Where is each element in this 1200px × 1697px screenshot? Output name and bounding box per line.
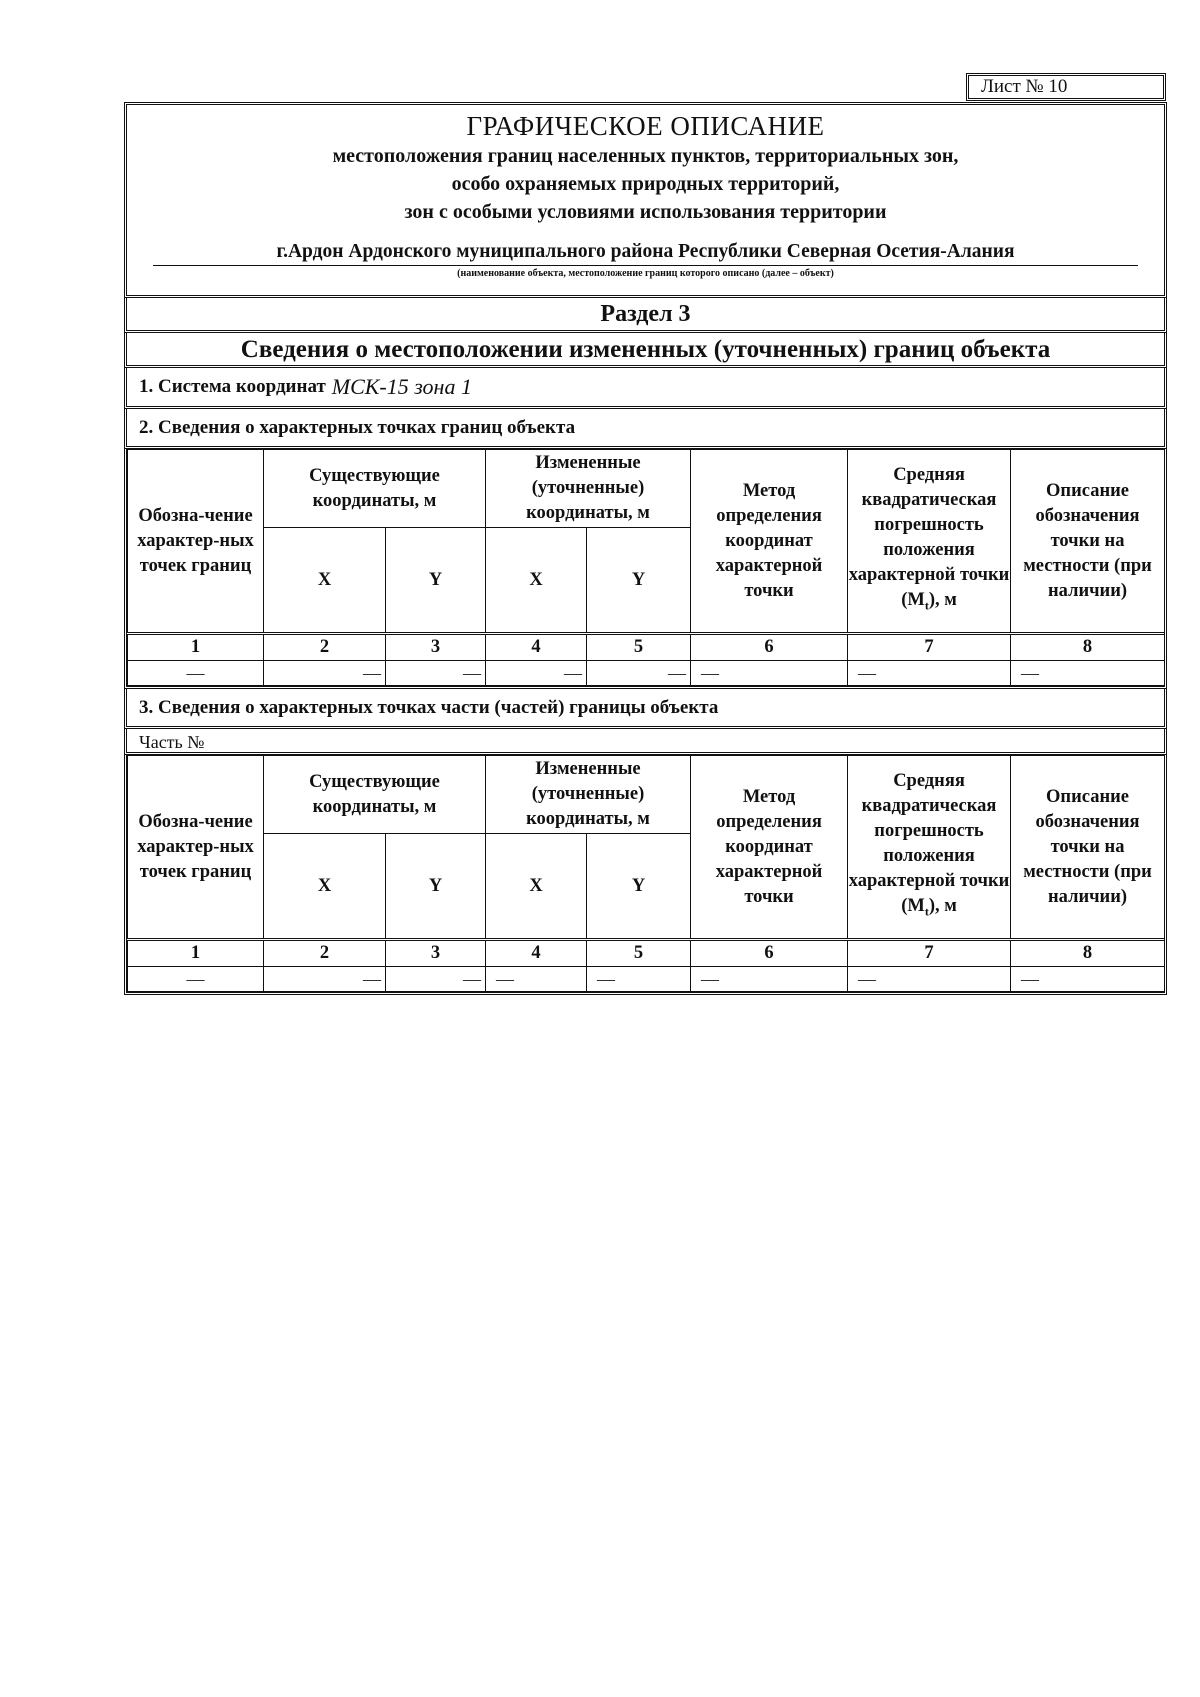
table-cell: — <box>848 661 1011 686</box>
col-method: Метод определения координат характерной точки <box>691 450 848 634</box>
col-description: Описание обозначения точки на местности (при наличии) <box>1011 450 1165 634</box>
subtitle-line-3: зон с особыми условиями использования территории <box>404 201 887 223</box>
col-changed-x: X <box>486 528 587 634</box>
col-existing-y: Y <box>386 528 486 634</box>
table-cell: — <box>386 661 486 686</box>
part-number-row: Часть № <box>124 729 1167 755</box>
coordinate-system-value: МСК-15 зона 1 <box>331 374 472 399</box>
col-error: Средняя квадратическая погрешность положения характерной точки $(M_t)$, м <box>848 450 1011 634</box>
object-caption: (наименование объекта, местоположение границ которого описано (далее – объект) <box>457 268 834 279</box>
document-title: ГРАФИЧЕСКОЕ ОПИСАНИЕ <box>466 111 825 141</box>
column-number: 1 <box>128 940 264 967</box>
column-number: 6 <box>691 940 848 967</box>
column-numbers-row <box>128 634 1165 661</box>
table-cell: — <box>486 967 587 992</box>
col-existing-x: X <box>264 528 386 634</box>
column-number: 7 <box>848 940 1011 967</box>
column-number: 8 <box>1011 940 1165 967</box>
subtitle-line-1: местоположения границ населенных пунктов, территориальных зон, <box>332 145 959 167</box>
column-number: 6 <box>691 634 848 661</box>
col-changed-y: Y <box>587 834 691 940</box>
table-cell: — <box>691 661 848 686</box>
column-number: 3 <box>386 940 486 967</box>
column-number: 2 <box>264 940 386 967</box>
table-cell: — <box>128 661 264 686</box>
table-cell: — <box>1011 967 1165 992</box>
table-cell: — <box>264 967 386 992</box>
column-number: 5 <box>587 940 691 967</box>
table-cell: — <box>486 661 587 686</box>
table-cell: — <box>587 661 691 686</box>
document-frame <box>124 102 1167 995</box>
part-points-label: 3. Сведения о характерных точках части (частей) границы объекта <box>139 696 719 718</box>
col-description: Описание обозначения точки на местности (при наличии) <box>1011 756 1165 940</box>
coordinate-system-row <box>124 368 1167 409</box>
table-row <box>128 967 1165 992</box>
section-subtitle: Сведения о местоположении измененных (уточненных) границ объекта <box>124 333 1167 368</box>
col-changed-x: X <box>486 834 587 940</box>
table-cell: — <box>587 967 691 992</box>
table-cell: — <box>691 967 848 992</box>
table-cell: — <box>264 661 386 686</box>
col-changed-coords: Измененные (уточненные) координаты, м <box>486 756 691 834</box>
table-cell: — <box>386 967 486 992</box>
column-number: 1 <box>128 634 264 661</box>
section-title: Раздел 3 <box>124 298 1167 333</box>
boundary-points-label: 2. Сведения о характерных точках границ объекта <box>139 416 576 438</box>
boundary-points-table-wrap <box>124 449 1167 689</box>
col-existing-x: X <box>264 834 386 940</box>
column-number: 5 <box>587 634 691 661</box>
column-numbers-row <box>128 940 1165 967</box>
sheet-number: Лист № 10 <box>966 73 1166 101</box>
title-block <box>124 102 1167 298</box>
table-cell: — <box>1011 661 1165 686</box>
col-point-designation: Обозна-чение характер-ных точек границ <box>128 756 264 940</box>
subtitle-line-2: особо охраняемых природных территорий, <box>451 173 840 195</box>
column-number: 7 <box>848 634 1011 661</box>
col-error: Средняя квадратическая погрешность положения характерной точки $(M_t)$, м <box>848 756 1011 940</box>
column-number: 2 <box>264 634 386 661</box>
column-number: 8 <box>1011 634 1165 661</box>
part-points-table-wrap <box>124 755 1167 995</box>
col-changed-y: Y <box>587 528 691 634</box>
column-number: 3 <box>386 634 486 661</box>
coordinate-system-label: 1. Система координат <box>139 376 326 397</box>
part-points-table <box>127 755 1165 992</box>
boundary-points-heading <box>124 409 1167 449</box>
boundary-points-table <box>127 449 1165 686</box>
col-point-designation: Обозна-чение характер-ных точек границ <box>128 450 264 634</box>
col-existing-coords: Существующие координаты, м <box>264 450 486 528</box>
col-existing-y: Y <box>386 834 486 940</box>
column-number: 4 <box>486 940 587 967</box>
col-method: Метод определения координат характерной точки <box>691 756 848 940</box>
part-points-heading <box>124 689 1167 729</box>
table-row <box>128 661 1165 686</box>
col-existing-coords: Существующие координаты, м <box>264 756 486 834</box>
table-cell: — <box>128 967 264 992</box>
object-name: г.Ардон Ардонского муниципального района Республики Северная Осетия-Алания <box>153 241 1138 266</box>
col-changed-coords: Измененные (уточненные) координаты, м <box>486 450 691 528</box>
column-number: 4 <box>486 634 587 661</box>
table-cell: — <box>848 967 1011 992</box>
